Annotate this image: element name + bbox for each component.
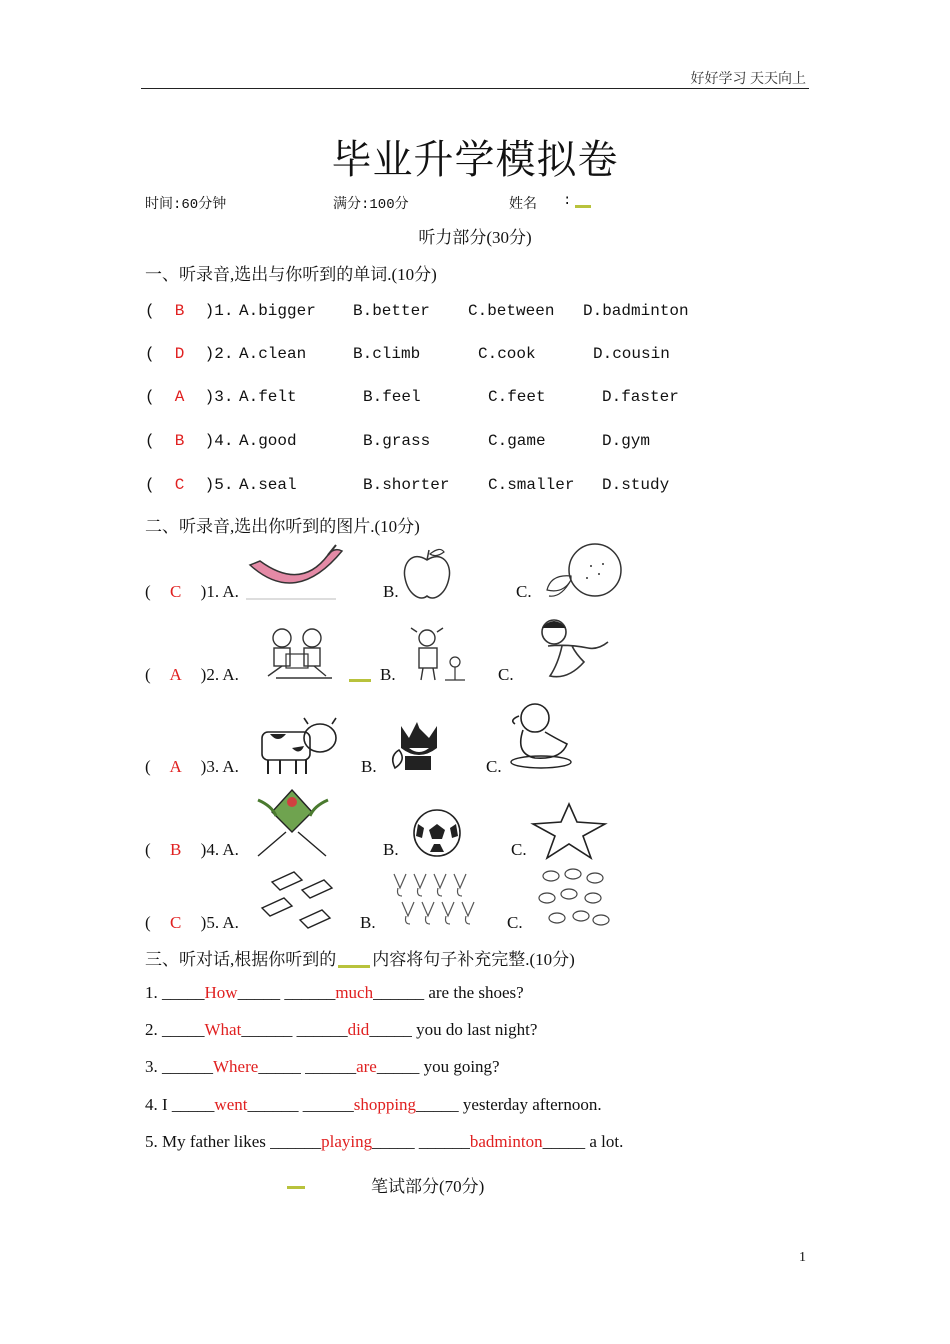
item-number: )1. A. [200,582,239,601]
star-icon[interactable] [531,802,607,860]
answer[interactable]: C [174,476,185,494]
option-b: B.shorter [363,476,450,494]
paren-open: ( [145,345,155,363]
fill-line [145,1020,537,1040]
option-d: D.study [602,476,670,494]
paren-open: ( [145,913,151,932]
item-number: )2. [204,345,234,363]
fill-line [145,1132,623,1152]
option-c: C.game [488,432,546,450]
heading-post: 内容将句子补充完整.(10分) [372,950,575,969]
fill-line [145,1057,500,1077]
orange-icon[interactable] [543,546,625,602]
section3-heading [145,945,575,970]
name-underline [575,205,591,208]
item-number: )3. A. [200,757,239,776]
section1-heading: 一、听录音,选出与你听到的单词.(10分) [145,265,437,284]
item-number: )3. [204,388,234,406]
time-info: 时间:60分钟 [145,197,227,213]
option-c: C.feet [488,388,546,406]
option-a: A.seal [239,476,297,494]
section2-item [145,913,239,933]
option-b-label: B. [380,665,396,684]
paren-open: ( [145,388,155,406]
answer[interactable]: C [170,582,182,601]
section2-item [145,757,239,777]
football-icon[interactable] [412,808,462,858]
option-c: C.smaller [488,476,575,494]
dancer-icon[interactable] [528,614,610,684]
line-text: ______ ______ [241,1020,348,1039]
banana-icon[interactable] [246,545,346,601]
listening-title: 听力部分(30分) [418,228,532,247]
fill-line [145,983,524,1003]
section1-item [145,345,233,363]
paren-open: ( [145,665,151,684]
section1-item [145,388,233,406]
name-label: 姓名 [509,197,537,213]
answer-word[interactable]: What [204,1020,242,1039]
option-a: A.clean [239,345,307,363]
answer[interactable]: A [169,665,182,684]
line-text: _____ you going? [376,1057,500,1076]
option-a: A.bigger [239,302,316,320]
option-d: D.faster [602,388,679,406]
header-divider [141,88,809,89]
answer-word[interactable]: went [214,1095,248,1114]
fox-icon[interactable] [387,716,445,774]
option-b: B.grass [363,432,431,450]
section2-item [145,582,239,602]
line-text: 1. _____ [145,983,205,1002]
answer-word[interactable]: shopping [353,1095,417,1114]
apple-icon[interactable] [402,546,452,602]
option-c: C.cook [478,345,536,363]
answer[interactable]: B [170,840,182,859]
line-text: _____ ______ [372,1132,470,1151]
option-c-label: C. [507,913,523,932]
kite-icon[interactable] [254,786,332,858]
header-motto: 好好学习 天天向上 [690,72,806,87]
line-text: 4. I _____ [145,1095,215,1114]
section1-item [145,432,233,450]
page-title: 毕业升学模拟卷 [331,137,619,183]
paren-open: ( [145,432,155,450]
option-c-label: C. [511,840,527,859]
line-text: _____ ______ [258,1057,357,1076]
line-text: 2. _____ [145,1020,205,1039]
fish-icon[interactable] [537,866,613,930]
line-text: _____ a lot. [542,1132,624,1151]
girl-flowers-icon[interactable] [405,626,467,682]
paren-open: ( [145,476,155,494]
option-a: A.felt [239,388,297,406]
option-b-label: B. [360,913,376,932]
paren-open: ( [145,840,151,859]
score-info: 满分:100分 [333,197,409,213]
option-b: B.feel [363,388,421,406]
answer[interactable]: C [170,913,182,932]
answer[interactable]: D [174,345,185,363]
paren-open: ( [145,302,155,320]
option-d: D.badminton [583,302,689,320]
line-text: 5. My father likes ______ [145,1132,322,1151]
line-text: 3. ______ [145,1057,213,1076]
duck-icon[interactable] [505,698,577,770]
answer[interactable]: A [169,757,182,776]
heading-pre: 三、听对话,根据你听到的 [145,950,337,969]
option-b: B.better [353,302,430,320]
fill-line [145,1095,602,1115]
section2-heading: 二、听录音,选出你听到的图片.(10分) [145,517,420,536]
line-text: _____ ______ [237,983,336,1002]
answer-word[interactable]: badminton [469,1132,543,1151]
option-b-label: B. [361,757,377,776]
option-c-label: C. [516,582,532,601]
item-number: )1. [204,302,234,320]
line-text: _____ yesterday afternoon. [416,1095,602,1114]
item-number: )4. A. [200,840,239,859]
highlight-mark [287,1186,305,1189]
section2-item [145,665,239,685]
written-title: 笔试部分(70分) [371,1177,485,1196]
line-text: ______ are the shoes? [373,983,524,1002]
highlight-mark [338,965,370,968]
answer-word[interactable]: are [356,1057,377,1076]
name-field[interactable] [563,193,591,209]
option-c: C.between [468,302,555,320]
section1-item [145,302,233,320]
option-b-label: B. [383,840,399,859]
answer-word[interactable]: much [335,983,374,1002]
answer-word[interactable]: How [204,983,238,1002]
highlight-mark [349,679,371,682]
option-c-label: C. [498,665,514,684]
item-number: )2. A. [200,665,239,684]
name-colon: : [563,193,572,209]
paren-open: ( [145,582,151,601]
cow-icon[interactable] [256,714,344,776]
section2-item [145,840,239,860]
option-b-label: B. [383,582,399,601]
line-text: ______ ______ [247,1095,354,1114]
option-d: D.cousin [593,345,670,363]
option-d: D.gym [602,432,651,450]
erasers-icon[interactable] [258,868,342,932]
item-number: )5. A. [200,913,239,932]
section1-item [145,476,233,494]
page-number: 1 [799,1250,806,1265]
option-c-label: C. [486,757,502,776]
answer[interactable]: B [174,302,185,320]
children-icon[interactable] [262,626,340,682]
paren-open: ( [145,757,151,776]
line-text: _____ you do last night? [369,1020,538,1039]
answer[interactable]: A [174,388,185,406]
answer-word[interactable]: playing [321,1132,373,1151]
item-number: )5. [204,476,234,494]
answer[interactable]: B [174,432,185,450]
item-number: )4. [204,432,234,450]
answer-word[interactable]: did [347,1020,370,1039]
rabbits-icon[interactable] [386,870,490,930]
option-b: B.climb [353,345,421,363]
option-a: A.good [239,432,297,450]
answer-word[interactable]: Where [213,1057,259,1076]
